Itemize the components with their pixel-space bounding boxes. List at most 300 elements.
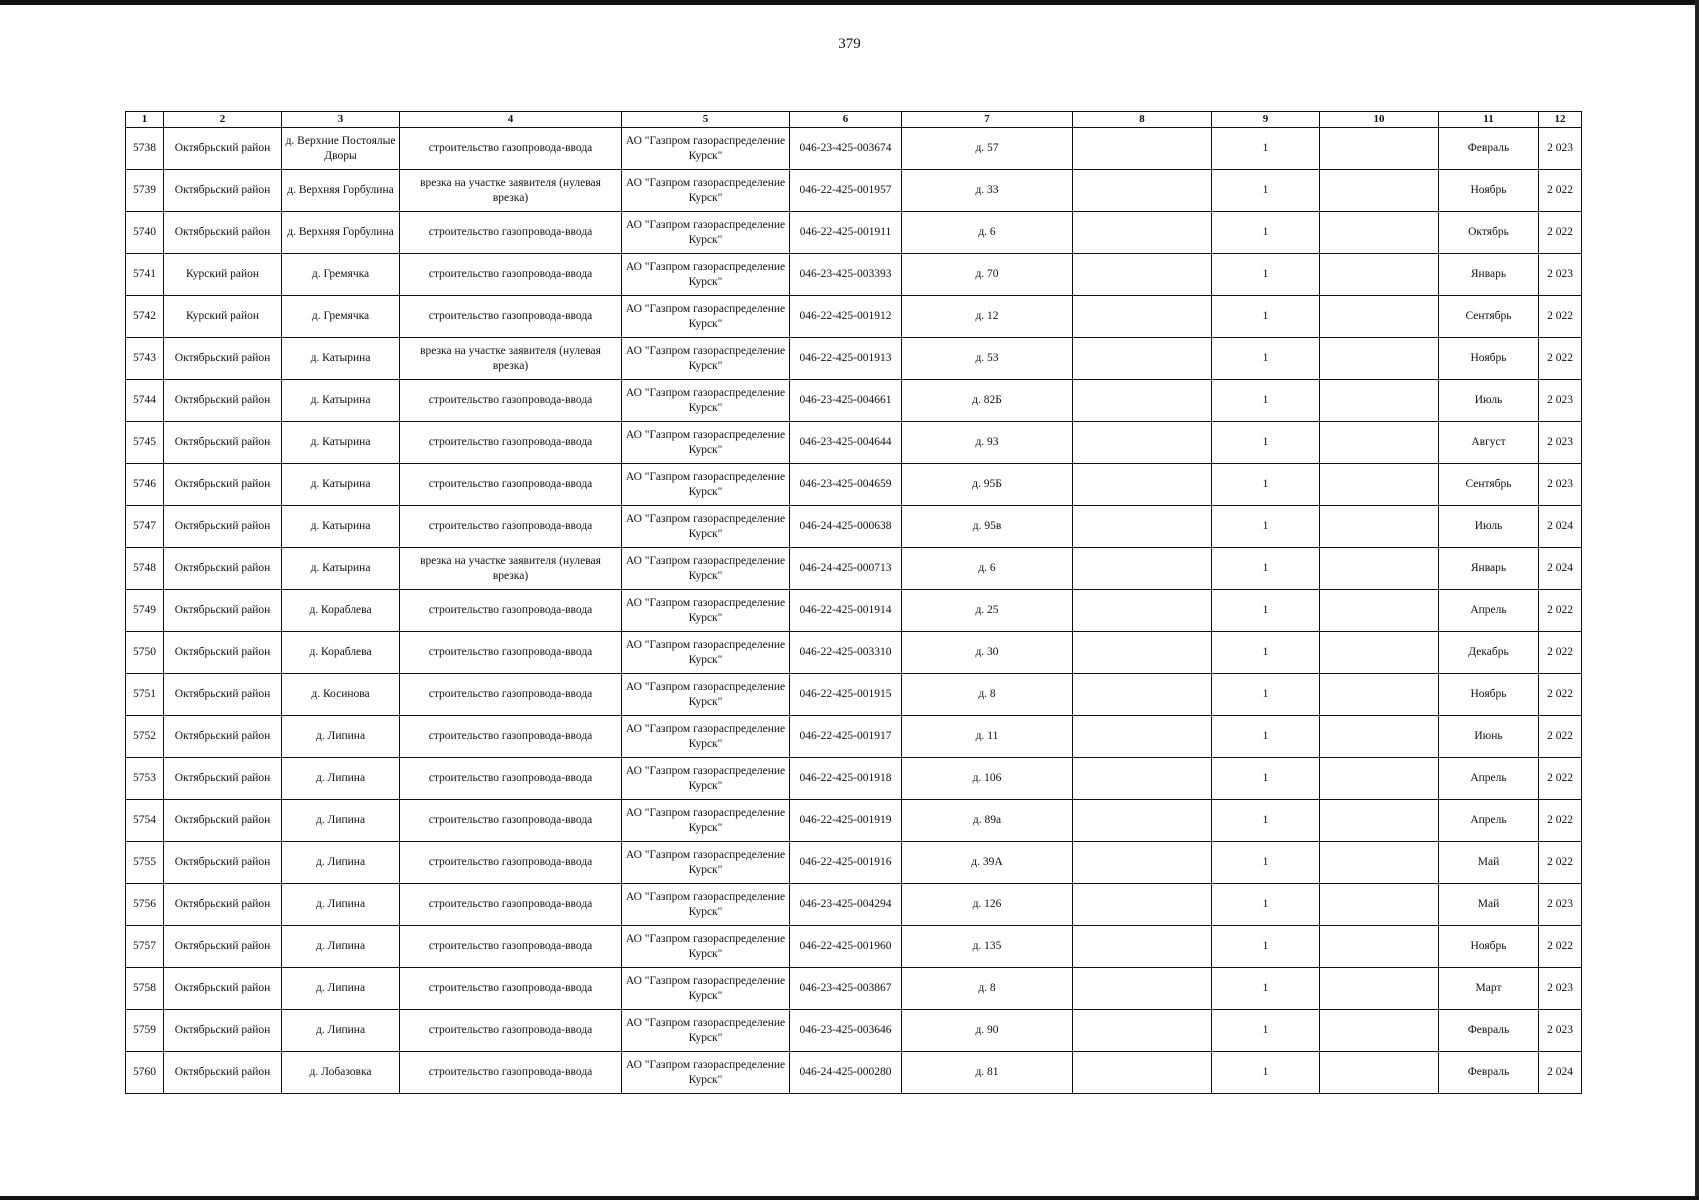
cell-organization: АО "Газпром газораспределение Курск"	[622, 842, 790, 884]
cell-year: 2 022	[1539, 674, 1582, 716]
cell-address: д. 12	[902, 296, 1073, 338]
cell-address: д. 8	[902, 674, 1073, 716]
cell-organization: АО "Газпром газораспределение Курск"	[622, 212, 790, 254]
cell-settlement: д. Кораблева	[282, 632, 400, 674]
cell-month: Декабрь	[1439, 632, 1539, 674]
cell-year: 2 022	[1539, 758, 1582, 800]
cell-col-10	[1320, 128, 1439, 170]
cell-col-8	[1073, 590, 1212, 632]
cell-quantity: 1	[1212, 716, 1320, 758]
cell-settlement: д. Катырина	[282, 380, 400, 422]
cell-col-10	[1320, 170, 1439, 212]
cell-contract-number: 046-22-425-001914	[790, 590, 902, 632]
column-header-4: 4	[400, 112, 622, 128]
cell-col-8	[1073, 506, 1212, 548]
cell-work-type: строительство газопровода-ввода	[400, 884, 622, 926]
cell-contract-number: 046-22-425-001918	[790, 758, 902, 800]
cell-col-10	[1320, 338, 1439, 380]
cell-quantity: 1	[1212, 1052, 1320, 1094]
cell-settlement: д. Липина	[282, 968, 400, 1010]
cell-district: Октябрьский район	[164, 422, 282, 464]
cell-address: д. 53	[902, 338, 1073, 380]
cell-col-8	[1073, 884, 1212, 926]
cell-district: Курский район	[164, 254, 282, 296]
cell-quantity: 1	[1212, 842, 1320, 884]
cell-col-10	[1320, 212, 1439, 254]
cell-organization: АО "Газпром газораспределение Курск"	[622, 674, 790, 716]
cell-district: Октябрьский район	[164, 380, 282, 422]
cell-quantity: 1	[1212, 128, 1320, 170]
table-row	[126, 464, 1582, 506]
cell-row-number: 5760	[126, 1052, 164, 1094]
cell-address: д. 89а	[902, 800, 1073, 842]
cell-district: Октябрьский район	[164, 926, 282, 968]
cell-month: Март	[1439, 968, 1539, 1010]
column-header-9: 9	[1212, 112, 1320, 128]
cell-month: Ноябрь	[1439, 674, 1539, 716]
cell-work-type: строительство газопровода-ввода	[400, 380, 622, 422]
cell-contract-number: 046-23-425-004661	[790, 380, 902, 422]
cell-quantity: 1	[1212, 464, 1320, 506]
cell-district: Октябрьский район	[164, 1010, 282, 1052]
cell-work-type: врезка на участке заявителя (нулевая врезка)	[400, 170, 622, 212]
cell-col-8	[1073, 842, 1212, 884]
cell-address: д. 95в	[902, 506, 1073, 548]
cell-settlement: д. Липина	[282, 758, 400, 800]
table-row	[126, 128, 1582, 170]
cell-district: Октябрьский район	[164, 842, 282, 884]
cell-month: Февраль	[1439, 1052, 1539, 1094]
cell-row-number: 5739	[126, 170, 164, 212]
cell-district: Курский район	[164, 296, 282, 338]
cell-contract-number: 046-22-425-001960	[790, 926, 902, 968]
cell-contract-number: 046-22-425-003310	[790, 632, 902, 674]
table-row	[126, 212, 1582, 254]
table-row	[126, 884, 1582, 926]
cell-row-number: 5740	[126, 212, 164, 254]
table-row	[126, 548, 1582, 590]
cell-row-number: 5755	[126, 842, 164, 884]
scan-border-top	[0, 0, 1699, 5]
cell-col-8	[1073, 1052, 1212, 1094]
cell-address: д. 6	[902, 548, 1073, 590]
cell-contract-number: 046-22-425-001913	[790, 338, 902, 380]
cell-year: 2 023	[1539, 422, 1582, 464]
cell-settlement: д. Косинова	[282, 674, 400, 716]
cell-quantity: 1	[1212, 254, 1320, 296]
cell-work-type: строительство газопровода-ввода	[400, 716, 622, 758]
column-header-2: 2	[164, 112, 282, 128]
cell-quantity: 1	[1212, 548, 1320, 590]
cell-row-number: 5746	[126, 464, 164, 506]
cell-col-8	[1073, 1010, 1212, 1052]
cell-month: Ноябрь	[1439, 926, 1539, 968]
cell-month: Май	[1439, 884, 1539, 926]
table-row	[126, 758, 1582, 800]
cell-col-8	[1073, 212, 1212, 254]
cell-month: Февраль	[1439, 1010, 1539, 1052]
cell-row-number: 5759	[126, 1010, 164, 1052]
cell-quantity: 1	[1212, 212, 1320, 254]
cell-work-type: строительство газопровода-ввода	[400, 464, 622, 506]
cell-col-10	[1320, 926, 1439, 968]
cell-work-type: врезка на участке заявителя (нулевая врезка)	[400, 548, 622, 590]
cell-row-number: 5741	[126, 254, 164, 296]
cell-col-10	[1320, 422, 1439, 464]
cell-year: 2 022	[1539, 632, 1582, 674]
cell-organization: АО "Газпром газораспределение Курск"	[622, 800, 790, 842]
table-body	[126, 128, 1582, 1094]
cell-work-type: строительство газопровода-ввода	[400, 296, 622, 338]
cell-work-type: строительство газопровода-ввода	[400, 926, 622, 968]
cell-month: Январь	[1439, 548, 1539, 590]
cell-address: д. 82Б	[902, 380, 1073, 422]
cell-year: 2 023	[1539, 254, 1582, 296]
cell-district: Октябрьский район	[164, 338, 282, 380]
cell-district: Октябрьский район	[164, 800, 282, 842]
cell-year: 2 022	[1539, 212, 1582, 254]
column-header-10: 10	[1320, 112, 1439, 128]
cell-work-type: строительство газопровода-ввода	[400, 506, 622, 548]
cell-contract-number: 046-24-425-000280	[790, 1052, 902, 1094]
cell-col-10	[1320, 884, 1439, 926]
cell-row-number: 5757	[126, 926, 164, 968]
cell-col-8	[1073, 338, 1212, 380]
cell-organization: АО "Газпром газораспределение Курск"	[622, 380, 790, 422]
cell-organization: АО "Газпром газораспределение Курск"	[622, 464, 790, 506]
cell-contract-number: 046-23-425-004659	[790, 464, 902, 506]
cell-contract-number: 046-23-425-004294	[790, 884, 902, 926]
cell-settlement: д. Катырина	[282, 422, 400, 464]
cell-col-10	[1320, 674, 1439, 716]
cell-district: Октябрьский район	[164, 128, 282, 170]
cell-year: 2 022	[1539, 170, 1582, 212]
column-header-8: 8	[1073, 112, 1212, 128]
cell-col-10	[1320, 632, 1439, 674]
cell-address: д. 95Б	[902, 464, 1073, 506]
cell-quantity: 1	[1212, 884, 1320, 926]
cell-row-number: 5748	[126, 548, 164, 590]
table-row	[126, 422, 1582, 464]
cell-year: 2 022	[1539, 296, 1582, 338]
cell-col-10	[1320, 254, 1439, 296]
cell-work-type: строительство газопровода-ввода	[400, 128, 622, 170]
cell-year: 2 022	[1539, 590, 1582, 632]
cell-row-number: 5758	[126, 968, 164, 1010]
cell-organization: АО "Газпром газораспределение Курск"	[622, 1052, 790, 1094]
cell-col-8	[1073, 674, 1212, 716]
cell-address: д. 25	[902, 590, 1073, 632]
cell-month: Июнь	[1439, 716, 1539, 758]
cell-contract-number: 046-22-425-001957	[790, 170, 902, 212]
cell-quantity: 1	[1212, 338, 1320, 380]
cell-contract-number: 046-22-425-001916	[790, 842, 902, 884]
cell-month: Ноябрь	[1439, 338, 1539, 380]
cell-month: Май	[1439, 842, 1539, 884]
cell-district: Октябрьский район	[164, 506, 282, 548]
cell-district: Октябрьский район	[164, 716, 282, 758]
cell-quantity: 1	[1212, 590, 1320, 632]
cell-organization: АО "Газпром газораспределение Курск"	[622, 128, 790, 170]
cell-district: Октябрьский район	[164, 464, 282, 506]
header-row	[126, 112, 1582, 128]
cell-address: д. 11	[902, 716, 1073, 758]
column-header-5: 5	[622, 112, 790, 128]
cell-organization: АО "Газпром газораспределение Курск"	[622, 338, 790, 380]
cell-work-type: строительство газопровода-ввода	[400, 1052, 622, 1094]
cell-row-number: 5751	[126, 674, 164, 716]
column-header-12: 12	[1539, 112, 1582, 128]
cell-work-type: строительство газопровода-ввода	[400, 1010, 622, 1052]
cell-quantity: 1	[1212, 380, 1320, 422]
cell-year: 2 023	[1539, 968, 1582, 1010]
cell-address: д. 106	[902, 758, 1073, 800]
cell-settlement: д. Липина	[282, 884, 400, 926]
cell-col-10	[1320, 800, 1439, 842]
cell-settlement: д. Катырина	[282, 464, 400, 506]
cell-address: д. 93	[902, 422, 1073, 464]
cell-contract-number: 046-22-425-001919	[790, 800, 902, 842]
cell-year: 2 023	[1539, 884, 1582, 926]
cell-address: д. 33	[902, 170, 1073, 212]
cell-organization: АО "Газпром газораспределение Курск"	[622, 548, 790, 590]
cell-year: 2 022	[1539, 842, 1582, 884]
cell-year: 2 024	[1539, 1052, 1582, 1094]
cell-quantity: 1	[1212, 506, 1320, 548]
cell-district: Октябрьский район	[164, 590, 282, 632]
cell-contract-number: 046-22-425-001915	[790, 674, 902, 716]
cell-month: Сентябрь	[1439, 296, 1539, 338]
cell-col-10	[1320, 758, 1439, 800]
cell-settlement: д. Липина	[282, 800, 400, 842]
cell-work-type: строительство газопровода-ввода	[400, 968, 622, 1010]
cell-settlement: д. Гремячка	[282, 296, 400, 338]
table-row	[126, 968, 1582, 1010]
cell-address: д. 126	[902, 884, 1073, 926]
scan-border-bottom	[0, 1196, 1699, 1200]
cell-month: Август	[1439, 422, 1539, 464]
column-header-6: 6	[790, 112, 902, 128]
cell-month: Январь	[1439, 254, 1539, 296]
cell-organization: АО "Газпром газораспределение Курск"	[622, 254, 790, 296]
cell-district: Октябрьский район	[164, 1052, 282, 1094]
cell-address: д. 6	[902, 212, 1073, 254]
cell-organization: АО "Газпром газораспределение Курск"	[622, 590, 790, 632]
cell-year: 2 024	[1539, 548, 1582, 590]
cell-month: Апрель	[1439, 800, 1539, 842]
cell-settlement: д. Катырина	[282, 506, 400, 548]
registry-table	[125, 111, 1582, 1094]
cell-contract-number: 046-23-425-003646	[790, 1010, 902, 1052]
cell-col-10	[1320, 716, 1439, 758]
cell-col-8	[1073, 926, 1212, 968]
cell-row-number: 5754	[126, 800, 164, 842]
cell-work-type: строительство газопровода-ввода	[400, 590, 622, 632]
cell-col-8	[1073, 170, 1212, 212]
cell-quantity: 1	[1212, 1010, 1320, 1052]
cell-settlement: д. Липина	[282, 926, 400, 968]
table-row	[126, 590, 1582, 632]
cell-month: Июль	[1439, 506, 1539, 548]
cell-row-number: 5747	[126, 506, 164, 548]
cell-settlement: д. Гремячка	[282, 254, 400, 296]
cell-row-number: 5756	[126, 884, 164, 926]
cell-year: 2 024	[1539, 506, 1582, 548]
cell-row-number: 5743	[126, 338, 164, 380]
cell-district: Октябрьский район	[164, 632, 282, 674]
cell-work-type: строительство газопровода-ввода	[400, 212, 622, 254]
table-row	[126, 296, 1582, 338]
cell-month: Ноябрь	[1439, 170, 1539, 212]
cell-contract-number: 046-23-425-003674	[790, 128, 902, 170]
cell-work-type: строительство газопровода-ввода	[400, 758, 622, 800]
cell-col-10	[1320, 506, 1439, 548]
cell-year: 2 022	[1539, 800, 1582, 842]
cell-address: д. 135	[902, 926, 1073, 968]
cell-quantity: 1	[1212, 800, 1320, 842]
cell-col-8	[1073, 254, 1212, 296]
cell-month: Сентябрь	[1439, 464, 1539, 506]
cell-organization: АО "Газпром газораспределение Курск"	[622, 170, 790, 212]
cell-organization: АО "Газпром газораспределение Курск"	[622, 716, 790, 758]
cell-month: Февраль	[1439, 128, 1539, 170]
cell-work-type: строительство газопровода-ввода	[400, 632, 622, 674]
cell-organization: АО "Газпром газораспределение Курск"	[622, 758, 790, 800]
cell-col-8	[1073, 128, 1212, 170]
cell-district: Октябрьский район	[164, 758, 282, 800]
cell-contract-number: 046-22-425-001911	[790, 212, 902, 254]
cell-row-number: 5745	[126, 422, 164, 464]
cell-contract-number: 046-23-425-003867	[790, 968, 902, 1010]
cell-quantity: 1	[1212, 674, 1320, 716]
cell-contract-number: 046-22-425-001912	[790, 296, 902, 338]
cell-district: Октябрьский район	[164, 968, 282, 1010]
cell-col-10	[1320, 380, 1439, 422]
cell-organization: АО "Газпром газораспределение Курск"	[622, 884, 790, 926]
cell-year: 2 022	[1539, 926, 1582, 968]
cell-year: 2 023	[1539, 128, 1582, 170]
cell-col-8	[1073, 800, 1212, 842]
table-row	[126, 506, 1582, 548]
column-header-11: 11	[1439, 112, 1539, 128]
table-row	[126, 170, 1582, 212]
table-row	[126, 338, 1582, 380]
cell-quantity: 1	[1212, 422, 1320, 464]
cell-settlement: д. Верхняя Горбулина	[282, 212, 400, 254]
cell-row-number: 5749	[126, 590, 164, 632]
cell-organization: АО "Газпром газораспределение Курск"	[622, 422, 790, 464]
cell-contract-number: 046-23-425-004644	[790, 422, 902, 464]
cell-settlement: д. Катырина	[282, 338, 400, 380]
table-row	[126, 842, 1582, 884]
cell-month: Апрель	[1439, 590, 1539, 632]
table-row	[126, 380, 1582, 422]
table-row	[126, 800, 1582, 842]
cell-quantity: 1	[1212, 632, 1320, 674]
cell-organization: АО "Газпром газораспределение Курск"	[622, 506, 790, 548]
cell-contract-number: 046-23-425-003393	[790, 254, 902, 296]
cell-contract-number: 046-24-425-000638	[790, 506, 902, 548]
table-row	[126, 926, 1582, 968]
cell-col-8	[1073, 380, 1212, 422]
cell-address: д. 81	[902, 1052, 1073, 1094]
cell-col-10	[1320, 296, 1439, 338]
table-row	[126, 716, 1582, 758]
cell-settlement: д. Липина	[282, 716, 400, 758]
cell-settlement: д. Лобазовка	[282, 1052, 400, 1094]
column-header-3: 3	[282, 112, 400, 128]
cell-work-type: строительство газопровода-ввода	[400, 842, 622, 884]
cell-quantity: 1	[1212, 968, 1320, 1010]
cell-month: Апрель	[1439, 758, 1539, 800]
cell-district: Октябрьский район	[164, 170, 282, 212]
cell-year: 2 022	[1539, 716, 1582, 758]
cell-address: д. 57	[902, 128, 1073, 170]
cell-col-8	[1073, 968, 1212, 1010]
cell-organization: АО "Газпром газораспределение Курск"	[622, 926, 790, 968]
cell-month: Июль	[1439, 380, 1539, 422]
column-header-1: 1	[126, 112, 164, 128]
cell-col-8	[1073, 422, 1212, 464]
cell-district: Октябрьский район	[164, 884, 282, 926]
cell-district: Октябрьский район	[164, 212, 282, 254]
table-row	[126, 1052, 1582, 1094]
cell-col-8	[1073, 548, 1212, 590]
cell-organization: АО "Газпром газораспределение Курск"	[622, 296, 790, 338]
cell-row-number: 5753	[126, 758, 164, 800]
cell-work-type: строительство газопровода-ввода	[400, 422, 622, 464]
cell-work-type: строительство газопровода-ввода	[400, 674, 622, 716]
cell-contract-number: 046-22-425-001917	[790, 716, 902, 758]
cell-col-10	[1320, 842, 1439, 884]
table-row	[126, 674, 1582, 716]
cell-address: д. 30	[902, 632, 1073, 674]
cell-year: 2 023	[1539, 464, 1582, 506]
cell-organization: АО "Газпром газораспределение Курск"	[622, 968, 790, 1010]
cell-work-type: строительство газопровода-ввода	[400, 800, 622, 842]
cell-district: Октябрьский район	[164, 548, 282, 590]
cell-settlement: д. Катырина	[282, 548, 400, 590]
cell-quantity: 1	[1212, 758, 1320, 800]
cell-col-8	[1073, 716, 1212, 758]
cell-row-number: 5744	[126, 380, 164, 422]
cell-contract-number: 046-24-425-000713	[790, 548, 902, 590]
cell-col-10	[1320, 548, 1439, 590]
column-header-7: 7	[902, 112, 1073, 128]
cell-organization: АО "Газпром газораспределение Курск"	[622, 632, 790, 674]
page-number: 379	[838, 36, 861, 52]
cell-year: 2 022	[1539, 338, 1582, 380]
cell-col-10	[1320, 464, 1439, 506]
cell-settlement: д. Верхняя Горбулина	[282, 170, 400, 212]
cell-quantity: 1	[1212, 170, 1320, 212]
cell-settlement: д. Верхние Постоялые Дворы	[282, 128, 400, 170]
cell-district: Октябрьский район	[164, 674, 282, 716]
cell-address: д. 70	[902, 254, 1073, 296]
table-row	[126, 632, 1582, 674]
cell-row-number: 5750	[126, 632, 164, 674]
cell-quantity: 1	[1212, 296, 1320, 338]
cell-col-10	[1320, 1052, 1439, 1094]
cell-address: д. 8	[902, 968, 1073, 1010]
cell-row-number: 5752	[126, 716, 164, 758]
cell-col-10	[1320, 1010, 1439, 1052]
cell-col-8	[1073, 464, 1212, 506]
cell-address: д. 90	[902, 1010, 1073, 1052]
cell-quantity: 1	[1212, 926, 1320, 968]
cell-year: 2 023	[1539, 1010, 1582, 1052]
cell-col-8	[1073, 632, 1212, 674]
